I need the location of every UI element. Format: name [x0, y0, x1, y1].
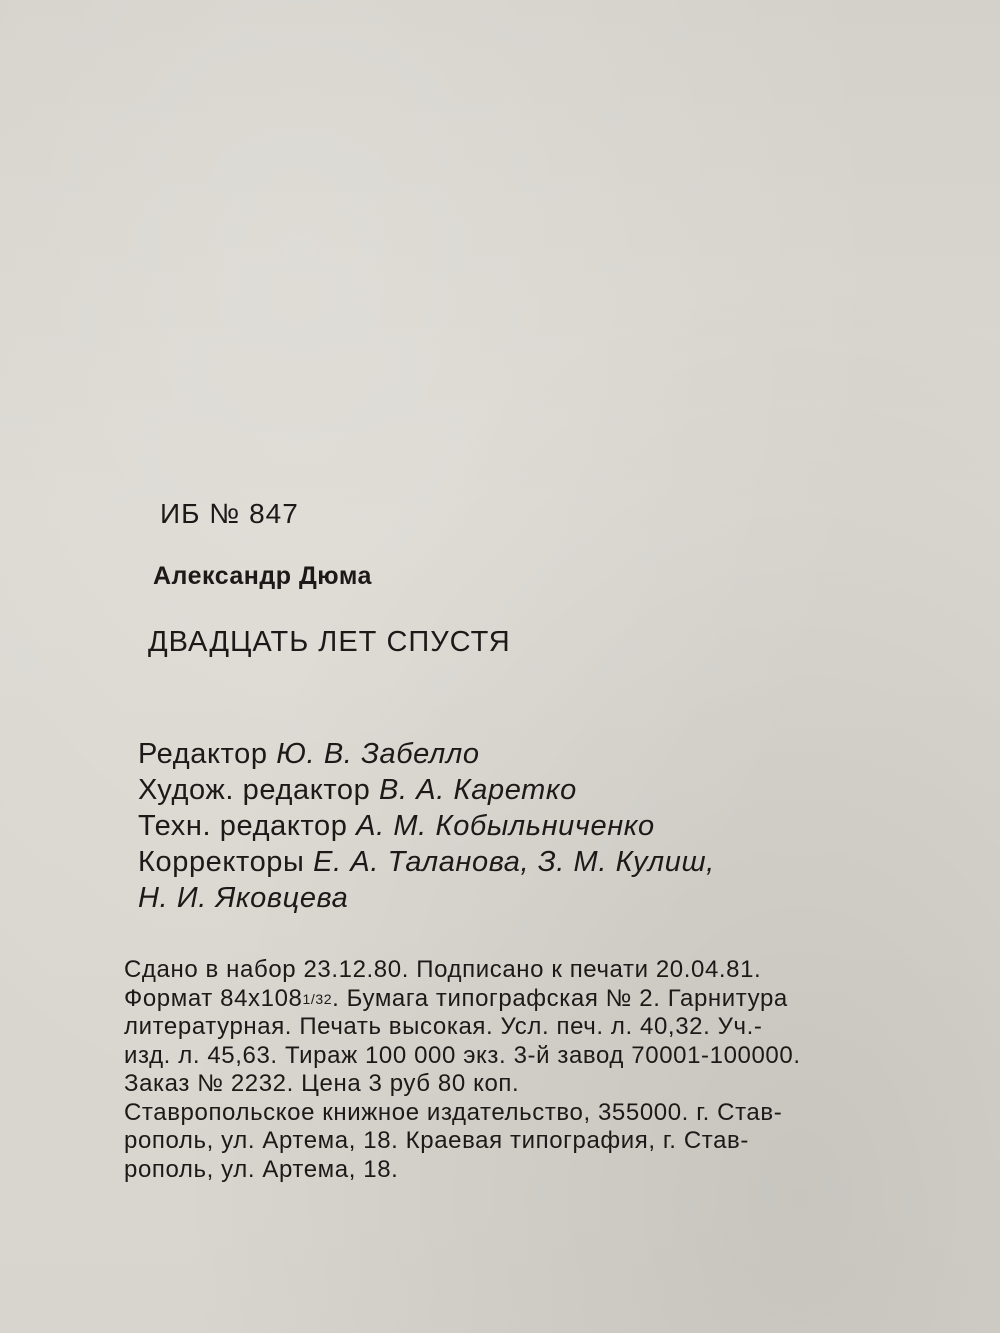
- format-superscript: 1: [302, 990, 311, 1007]
- credit-role: Редактор: [138, 738, 277, 770]
- publication-line: Сдано в набор 23.12.80. Подписано к печати 20.04.81.: [124, 956, 762, 983]
- format-text-rest: . Бумага типографская № 2. Гарнитура: [332, 984, 788, 1012]
- credit-names: Ю. В. Забелло: [276, 738, 480, 770]
- credit-role: Техн. редактор: [138, 810, 357, 842]
- publication-line: рополь, ул. Артема, 18. Краевая типография, г. Став-: [124, 1127, 749, 1154]
- author-name: Александр Дюма: [153, 562, 372, 590]
- credit-tech-editor: [138, 808, 715, 844]
- publication-details: [124, 956, 954, 1184]
- credit-art-editor: [138, 772, 715, 808]
- credit-names: В. А. Каретко: [379, 774, 577, 806]
- format-subscript: /32: [310, 990, 333, 1007]
- credit-proofreaders: [138, 844, 715, 880]
- book-title: ДВАДЦАТЬ ЛЕТ СПУСТЯ: [148, 626, 511, 658]
- credit-proofreaders-cont: [138, 880, 715, 916]
- credit-names: А. М. Кобыльниченко: [356, 810, 655, 842]
- credit-editor: [138, 736, 715, 772]
- format-text: Формат 84x108: [124, 984, 303, 1012]
- ib-number: ИБ № 847: [160, 498, 299, 529]
- credit-names: Е. А. Таланова, З. М. Кулиш,: [313, 846, 715, 878]
- publication-line: литературная. Печать высокая. Усл. печ. л. 40,32. Уч.-: [124, 1013, 763, 1040]
- publication-line: Заказ № 2232. Цена 3 руб 80 коп.: [124, 1070, 520, 1097]
- publication-line: изд. л. 45,63. Тираж 100 000 экз. 3-й завод 70001-100000.: [124, 1041, 801, 1069]
- credit-names: Н. И. Яковцева: [138, 882, 349, 914]
- credit-role: Худож. редактор: [138, 774, 380, 806]
- credits-block: [138, 736, 715, 916]
- publication-line: Ставропольское книжное издательство, 355000. г. Став-: [124, 1098, 783, 1126]
- credit-role: Корректоры: [138, 846, 314, 878]
- publication-line: [124, 985, 954, 1014]
- publication-line: рополь, ул. Артема, 18.: [124, 1155, 399, 1183]
